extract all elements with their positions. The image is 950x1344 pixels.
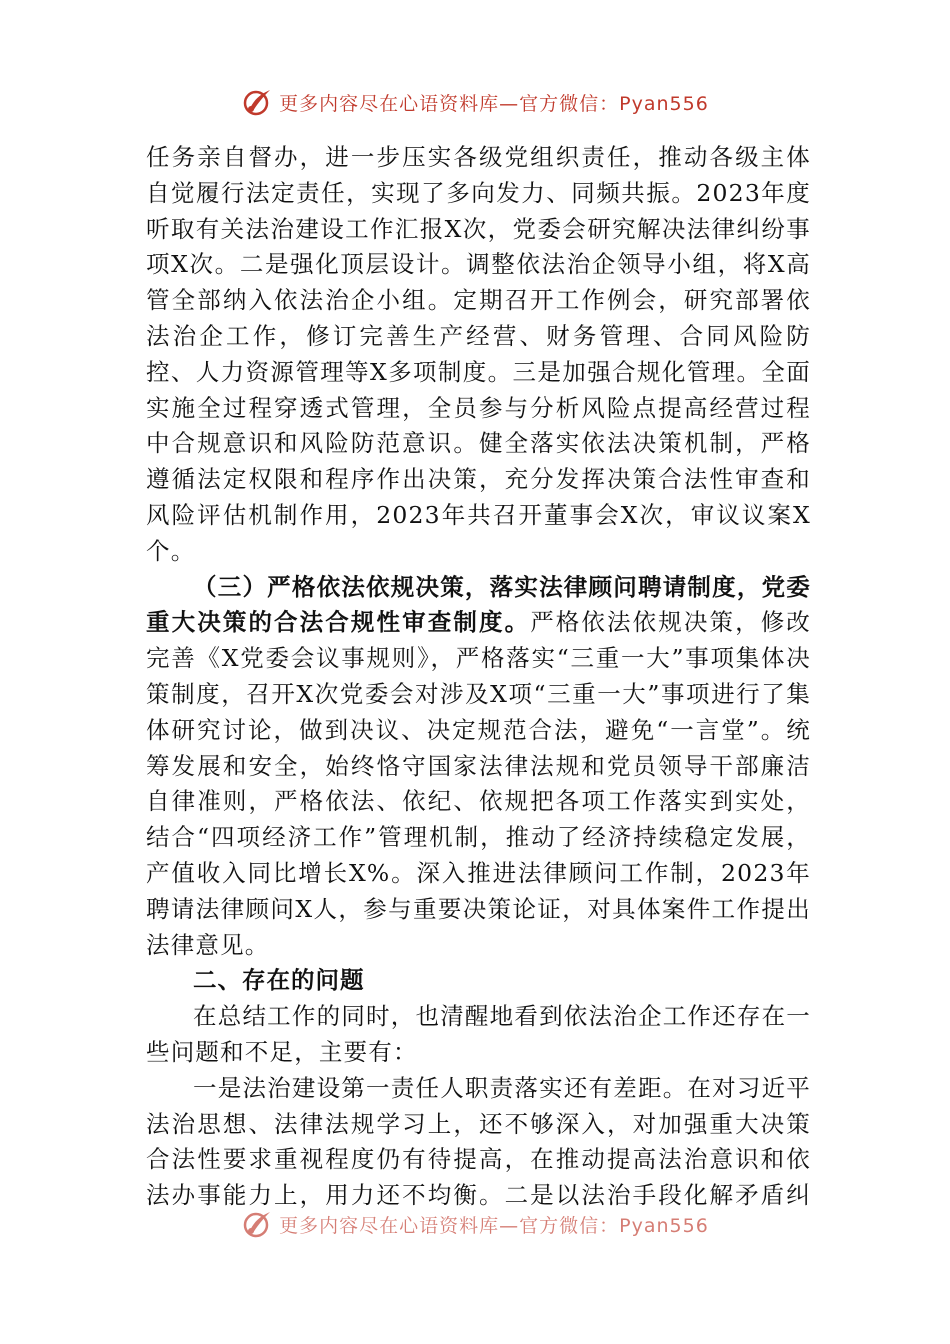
paragraph-2-heading: （三）严格依法依规决策，落实法律顾问聘请制度，党委重大决策的合法合规性审查制度。: [146, 572, 811, 637]
watermark-footer: [0, 1206, 950, 1242]
paragraph-2-body: 严格依法依规决策，修改完善《X党委会议事规则》，严格落实“三重一大”事项集体决策制度，召开X次党委会对涉及X项“三重一大”事项进行了集体研究讨论，做到决议、决定规范合法，避免“一言堂”。统筹发展和安全，始终恪守国家法律法规和党员领导干部廉洁自律准则，严格依法、依纪、依规把各项工作落实到实处，结合“四项经济工作”管理机制，推动了经济持续稳定发展，产值收入同比增长X%。深入推进法律顾问工作制，2023年聘请法律顾问X人，参与重要决策论证，对具体案件工作提出法律意见。: [146, 608, 811, 959]
document-body: [146, 140, 811, 1210]
paragraph-4: 一是法治建设第一责任人职责落实还有差距。在对习近平法治思想、法律法规学习上，还不够深入，对加强重大决策合法性要求重视程度仍有待提高，在推动提高法治意识和依法办事能力上，用力还不均衡。二是以法治手段化解矛盾纠: [146, 1073, 811, 1210]
section-heading: 二、存在的问题: [193, 966, 365, 995]
watermark-text: 更多内容尽在心语资料库—官方微信：Pyan556: [279, 1214, 709, 1237]
watermark-text: 更多内容尽在心语资料库—官方微信：Pyan556: [279, 92, 709, 115]
watermark-header: [0, 84, 950, 120]
brush-logo-icon: [241, 1208, 273, 1240]
paragraph-2: [146, 570, 811, 964]
paragraph-1: 任务亲自督办，进一步压实各级党组织责任，推动各级主体自觉履行法定责任，实现了多向发力、同频共振。2023年度听取有关法治建设工作汇报X次，党委会研究解决法律纠纷事项X次。二是强化顶层设计。调整依法治企领导小组，将X高管全部纳入依法治企小组。定期召开工作例会，研究部署依法治企工作，修订完善生产经营、财务管理、合同风险防控、人力资源管理等X多项制度。三是加强合规化管理。全面实施全过程穿透式管理，全员参与分析风险点提高经营过程中合规意识和风险防范意识。健全落实依法决策机制，严格遵循法定权限和程序作出决策，充分发挥决策合法性审查和风险评估机制作用，2023年共召开董事会X次，审议议案X个。: [146, 143, 811, 565]
paragraph-3: 在总结工作的同时，也清醒地看到依法治企工作还存在一些问题和不足，主要有：: [146, 1002, 811, 1066]
brush-logo-icon: [241, 86, 273, 118]
